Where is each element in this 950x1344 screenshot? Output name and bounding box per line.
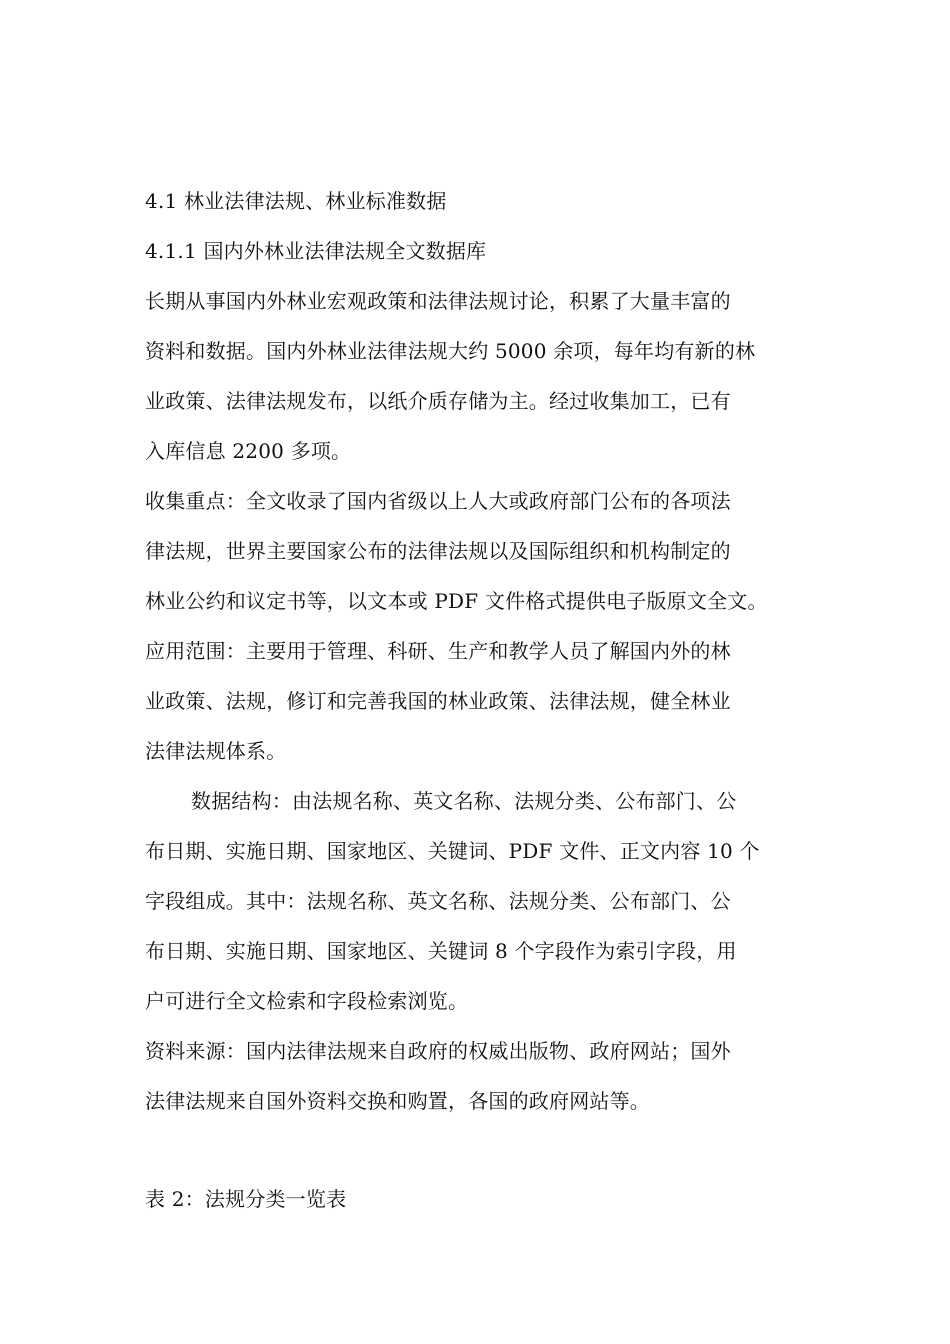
focus-line: 收集重点：全文收录了国内省级以上人大或政府部门公布的各项法 <box>145 489 731 513</box>
table-caption: 表 2：法规分类一览表 <box>145 1187 347 1211</box>
source-line: 法律法规来自国外资料交换和购置，各国的政府网站等。 <box>145 1089 650 1113</box>
structure-line: 字段组成。其中：法规名称、英文名称、法规分类、公布部门、公 <box>145 889 731 913</box>
intro-line: 入库信息 2200 多项。 <box>145 439 352 463</box>
intro-line: 业政策、法律法规发布，以纸介质存储为主。经过收集加工，已有 <box>145 389 731 413</box>
source-line: 资料来源：国内法律法规来自政府的权威出版物、政府网站；国外 <box>145 1039 731 1063</box>
intro-line: 长期从事国内外林业宏观政策和法律法规讨论，积累了大量丰富的 <box>145 289 731 313</box>
scope-line: 应用范围：主要用于管理、科研、生产和教学人员了解国内外的林 <box>145 639 731 663</box>
scope-line: 业政策、法规，修订和完善我国的林业政策、法律法规，健全林业 <box>145 689 731 713</box>
intro-line: 资料和数据。国内外林业法律法规大约 5000 余项，每年均有新的林 <box>145 339 756 363</box>
focus-line: 林业公约和议定书等，以文本或 PDF 文件格式提供电子版原文全文。 <box>145 589 768 613</box>
scope-line: 法律法规体系。 <box>145 739 287 763</box>
structure-line: 户可进行全文检索和字段检索浏览。 <box>145 989 469 1013</box>
structure-line: 布日期、实施日期、国家地区、关键词、PDF 文件、正文内容 10 个 <box>145 839 760 863</box>
section-heading: 4.1 林业法律法规、林业标准数据 <box>145 189 447 213</box>
focus-line: 律法规，世界主要国家公布的法律法规以及国际组织和机构制定的 <box>145 539 731 563</box>
structure-line: 数据结构：由法规名称、英文名称、法规分类、公布部门、公 <box>191 789 737 813</box>
subsection-heading: 4.1.1 国内外林业法律法规全文数据库 <box>145 239 487 263</box>
structure-line: 布日期、实施日期、国家地区、关键词 8 个字段作为索引字段，用 <box>145 939 737 963</box>
